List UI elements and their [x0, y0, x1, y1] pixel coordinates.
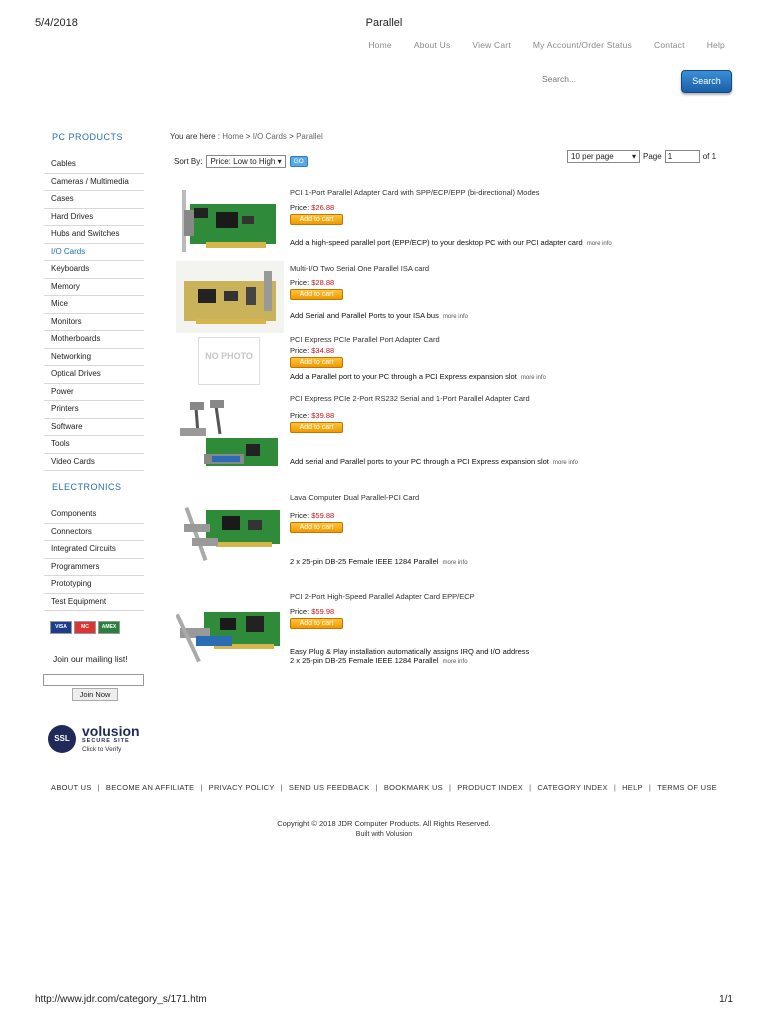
footer-links [0, 783, 768, 792]
sidebar-item-printers[interactable]: Printers [44, 401, 144, 419]
product-description [290, 457, 578, 466]
add-to-cart-button[interactable]: Add to cart [290, 214, 343, 225]
add-to-cart-button[interactable]: Add to cart [290, 289, 343, 300]
ssl-sub: SECURE SITE [82, 738, 130, 744]
footer-link-terms-of-use[interactable]: TERMS OF USE [657, 783, 717, 792]
pc-products-heading: PC PRODUCTS [52, 132, 124, 142]
price-label: Price: [290, 411, 310, 420]
product-description [290, 372, 546, 381]
product-price [290, 411, 334, 420]
product-price [290, 607, 334, 616]
mailing-list-label: Join our mailing list! [53, 654, 128, 664]
pc-products-list [44, 156, 144, 471]
product-description: Easy Plug & Play installation automatically assigns IRQ and I/O address [290, 647, 530, 656]
footer-separator: | [375, 783, 378, 792]
footer-link-bookmark-us[interactable]: BOOKMARK US [383, 783, 443, 792]
price-label: Price: [290, 203, 310, 212]
breadcrumb-prefix: You are here : [170, 132, 220, 141]
sidebar-item-hard-drives[interactable]: Hard Drives [44, 209, 144, 227]
sidebar-item-tools[interactable]: Tools [44, 436, 144, 454]
nav-help[interactable]: Help [706, 40, 725, 50]
electronics-list [44, 506, 144, 611]
footer-link-help[interactable]: HELP [622, 783, 643, 792]
chevron-down-icon: ▾ [277, 157, 282, 166]
product-price [290, 278, 334, 287]
product-name[interactable]: PCI Express PCIe 2-Port RS232 Serial and 1-Port Parallel Adapter Card [290, 394, 530, 403]
ssl-badge-icon: SSL [48, 725, 76, 753]
sidebar-item-test-equipment[interactable]: Test Equipment [44, 594, 144, 612]
price-amount: $26.88 [311, 203, 335, 212]
search-button[interactable]: Search [681, 70, 732, 93]
price-amount: $39.88 [311, 411, 335, 420]
print-date: 5/4/2018 [35, 17, 78, 29]
sidebar-item-optical-drives[interactable]: Optical Drives [44, 366, 144, 384]
payment-cards [50, 621, 120, 634]
per-page-select[interactable] [567, 150, 640, 163]
ssl-brand: volusion [82, 723, 140, 739]
price-label: Price: [290, 278, 310, 287]
nav-about-us[interactable]: About Us [413, 40, 451, 50]
product-image[interactable] [176, 394, 284, 474]
product-price [290, 511, 334, 520]
print-title: Parallel [365, 17, 403, 29]
mastercard-icon: MC [74, 621, 96, 634]
nav-my-account[interactable]: My Account/Order Status [532, 40, 632, 50]
footer-link-send-us-feedback[interactable]: SEND US FEEDBACK [288, 783, 370, 792]
breadcrumb [170, 132, 323, 141]
footer-separator: | [200, 783, 203, 792]
electronics-heading: ELECTRONICS [52, 482, 122, 492]
sidebar-item-motherboards[interactable]: Motherboards [44, 331, 144, 349]
add-to-cart-button[interactable]: Add to cart [290, 422, 343, 433]
no-photo-placeholder[interactable]: NO PHOTO [198, 337, 260, 385]
sidebar-item-i-o-cards[interactable]: I/O Cards [44, 244, 144, 262]
page-of-label: of 1 [702, 152, 717, 161]
more-info-link[interactable]: more info [520, 375, 546, 381]
footer-separator: | [648, 783, 652, 792]
visa-card-icon: VISA [50, 621, 72, 634]
price-amount: $34.88 [311, 346, 335, 355]
nav-home[interactable]: Home [368, 40, 392, 50]
product-name[interactable]: Multi-I/O Two Serial One Parallel ISA card [290, 264, 430, 273]
nav-view-cart[interactable]: View Cart [472, 40, 511, 50]
product-price [290, 346, 334, 355]
product-image[interactable] [176, 492, 284, 568]
description-text: Add Serial and Parallel Ports to your ISA bus [290, 311, 439, 320]
sort-controls [174, 155, 308, 168]
add-to-cart-button[interactable]: Add to cart [290, 522, 343, 533]
footer-separator: | [448, 783, 452, 792]
product-image[interactable] [176, 186, 284, 258]
more-info-link[interactable]: more info [442, 659, 468, 665]
description-text: Add a high-speed parallel port (EPP/ECP) to your desktop PC with our PCI adapter card [290, 238, 583, 247]
amex-card-icon: AMEX [98, 621, 120, 634]
description-text: Add a Parallel port to your PC through a PCI Express expansion slot [290, 372, 517, 381]
sidebar-item-networking[interactable]: Networking [44, 349, 144, 367]
breadcrumb-home[interactable]: Home [222, 132, 244, 141]
print-page-number: 1/1 [719, 994, 733, 1005]
per-page-value: 10 per page [571, 152, 614, 161]
description-text: 2 x 25-pin DB-25 Female IEEE 1284 Parallel [290, 656, 439, 665]
add-to-cart-button[interactable]: Add to cart [290, 357, 343, 368]
footer-link-product-index[interactable]: PRODUCT INDEX [457, 783, 524, 792]
ssl-verify: Click to Verify [82, 745, 122, 753]
product-image[interactable] [176, 592, 284, 672]
footer-separator: | [280, 783, 283, 792]
sidebar-item-monitors[interactable]: Monitors [44, 314, 144, 332]
breadcrumb-sep: > [289, 132, 294, 141]
footer-link-category-index[interactable]: CATEGORY INDEX [537, 783, 608, 792]
sidebar-item-cables[interactable]: Cables [44, 156, 144, 174]
sidebar-item-memory[interactable]: Memory [44, 279, 144, 297]
product-name[interactable]: PCI 1-Port Parallel Adapter Card with SPP/ECP/EPP (bi-directional) Modes [290, 188, 540, 197]
sidebar-item-software[interactable]: Software [44, 419, 144, 437]
price-label: Price: [290, 607, 310, 616]
sidebar-item-connectors[interactable]: Connectors [44, 524, 144, 542]
sort-selected-value: Price: Low to High [210, 157, 276, 166]
sidebar-item-programmers[interactable]: Programmers [44, 559, 144, 577]
footer-separator: | [529, 783, 532, 792]
sidebar-item-cameras-multimedia[interactable]: Cameras / Multimedia [44, 174, 144, 192]
join-now-button[interactable]: Join Now [72, 688, 118, 701]
product-description [290, 238, 612, 247]
breadcrumb-category[interactable]: I/O Cards [252, 132, 287, 141]
more-info-link[interactable]: more info [442, 560, 468, 566]
sidebar-item-keyboards[interactable]: Keyboards [44, 261, 144, 279]
price-label: Price: [290, 346, 310, 355]
chevron-down-icon: ▾ [631, 152, 636, 161]
add-to-cart-button[interactable]: Add to cart [290, 618, 343, 629]
more-info-link[interactable]: more info [586, 241, 612, 247]
more-info-link[interactable]: more info [552, 460, 578, 466]
mailing-list-email-input[interactable] [43, 674, 144, 686]
nav-contact[interactable]: Contact [654, 40, 685, 50]
page-input[interactable]: 1 [665, 150, 700, 163]
sidebar-item-video-cards[interactable]: Video Cards [44, 454, 144, 472]
footer-link-become-an-affiliate[interactable]: BECOME AN AFFILIATE [105, 783, 195, 792]
price-amount: $59.98 [311, 607, 335, 616]
breadcrumb-current: Parallel [296, 132, 323, 141]
footer-link-about-us[interactable]: ABOUT US [51, 783, 92, 792]
sidebar [44, 132, 144, 611]
breadcrumb-sep: > [245, 132, 251, 141]
search-input[interactable] [542, 71, 672, 87]
sidebar-item-mice[interactable]: Mice [44, 296, 144, 314]
product-description [290, 557, 468, 566]
sidebar-item-components[interactable]: Components [44, 506, 144, 524]
sidebar-item-cases[interactable]: Cases [44, 191, 144, 209]
sort-go-button[interactable]: GO [290, 156, 308, 167]
ssl-seal[interactable] [48, 724, 140, 753]
more-info-link[interactable]: more info [442, 314, 468, 320]
top-nav [346, 40, 725, 50]
product-name[interactable]: Lava Computer Dual Parallel-PCI Card [290, 493, 420, 502]
sidebar-item-integrated-circuits[interactable]: Integrated Circuits [44, 541, 144, 559]
product-description [290, 311, 468, 320]
price-label: Price: [290, 511, 310, 520]
paging-controls [567, 150, 716, 163]
footer-separator: | [97, 783, 100, 792]
product-description [290, 656, 468, 665]
copyright: Copyright © 2018 JDR Computer Products. All Rights Reserved. [277, 819, 491, 828]
product-price [290, 203, 334, 212]
sidebar-item-hubs-and-switches[interactable]: Hubs and Switches [44, 226, 144, 244]
product-image[interactable] [176, 261, 284, 333]
footer-link-privacy-policy[interactable]: PRIVACY POLICY [208, 783, 275, 792]
built-with[interactable]: Built with Volusion [355, 831, 413, 838]
print-url: http://www.jdr.com/category_s/171.htm [35, 994, 207, 1005]
sort-label: Sort By: [174, 157, 203, 166]
page-label: Page [643, 152, 662, 161]
description-text: 2 x 25-pin DB-25 Female IEEE 1284 Parallel [290, 557, 439, 566]
product-name[interactable]: PCI Express PCIe Parallel Port Adapter Card [290, 335, 440, 344]
sort-select[interactable] [206, 155, 285, 168]
description-text: Add serial and Parallel ports to your PC through a PCI Express expansion slot [290, 457, 549, 466]
sidebar-item-prototyping[interactable]: Prototyping [44, 576, 144, 594]
price-amount: $59.88 [311, 511, 335, 520]
price-amount: $28.88 [311, 278, 335, 287]
sidebar-item-power[interactable]: Power [44, 384, 144, 402]
product-name[interactable]: PCI 2-Port High-Speed Parallel Adapter Card EPP/ECP [290, 592, 475, 601]
footer-separator: | [613, 783, 617, 792]
